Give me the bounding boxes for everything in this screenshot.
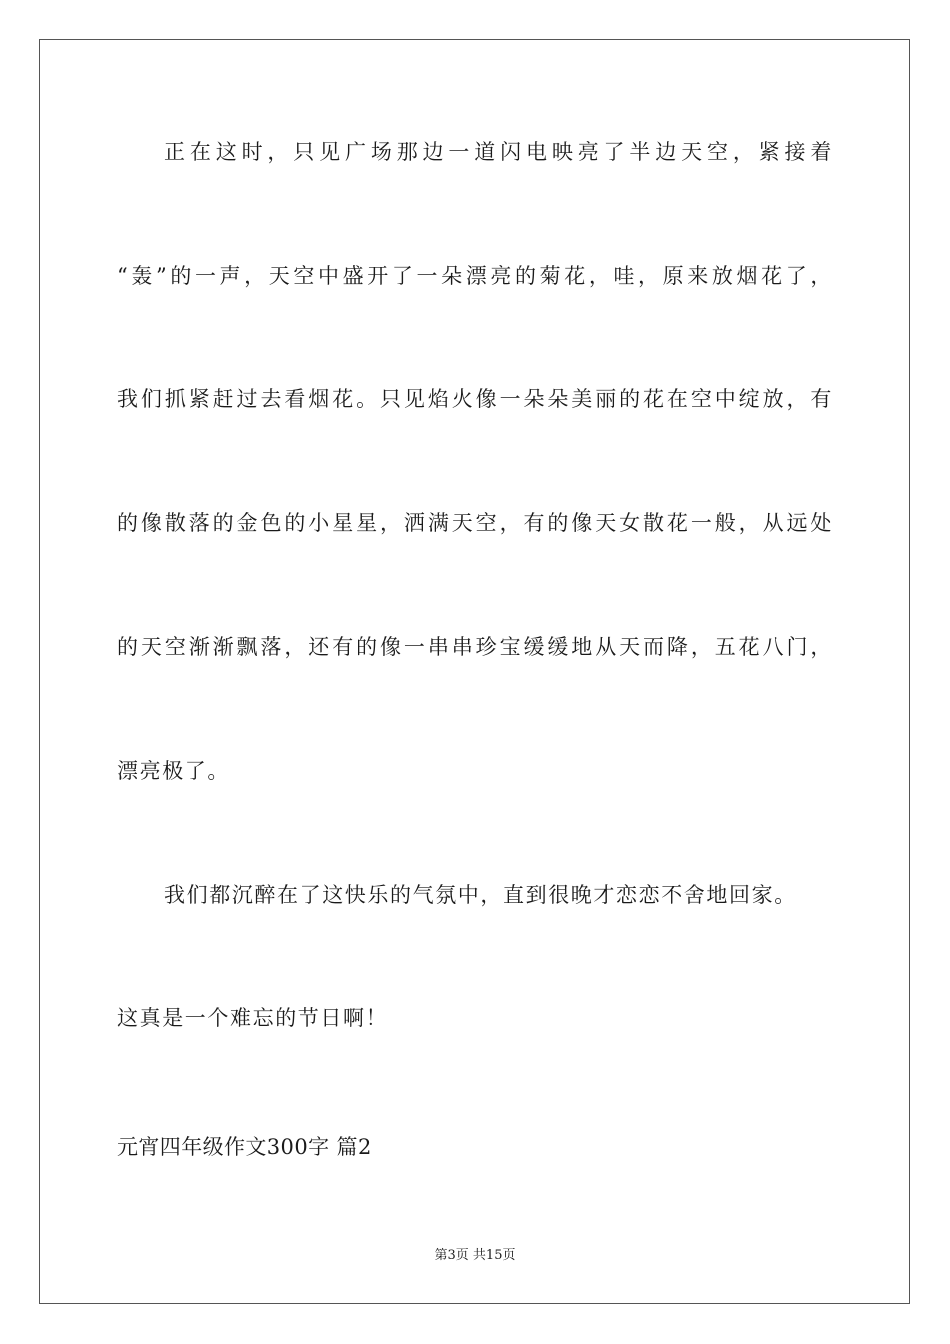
paragraph-2-line-2: 这真是一个难忘的节日啊！: [117, 1006, 389, 1030]
paragraph-1-line-4: 的像散落的金色的小星星，洒满天空，有的像天女散花一般，从远处: [117, 511, 833, 535]
section-heading: 元宵四年级作文300字 篇2: [117, 1135, 372, 1159]
paragraph-1-line-2: “轰”的一声，天空中盛开了一朵漂亮的菊花，哇，原来放烟花了，: [117, 264, 833, 288]
page-number-footer: 第3页 共15页: [434, 1248, 516, 1263]
paragraph-2-line-1: 我们都沉醉在了这快乐的气氛中，直到很晚才恋恋不舍地回家。: [164, 883, 797, 907]
page-frame: [39, 39, 910, 1304]
paragraph-1-line-3: 我们抓紧赶过去看烟花。只见焰火像一朵朵美丽的花在空中绽放，有: [117, 387, 833, 411]
paragraph-1-line-5: 的天空渐渐飘落，还有的像一串串珍宝缓缓地从天而降，五花八门，: [117, 635, 833, 659]
paragraph-1-line-1: 正在这时，只见广场那边一道闪电映亮了半边天空，紧接着: [164, 140, 833, 164]
paragraph-1-line-6: 漂亮极了。: [117, 759, 230, 783]
